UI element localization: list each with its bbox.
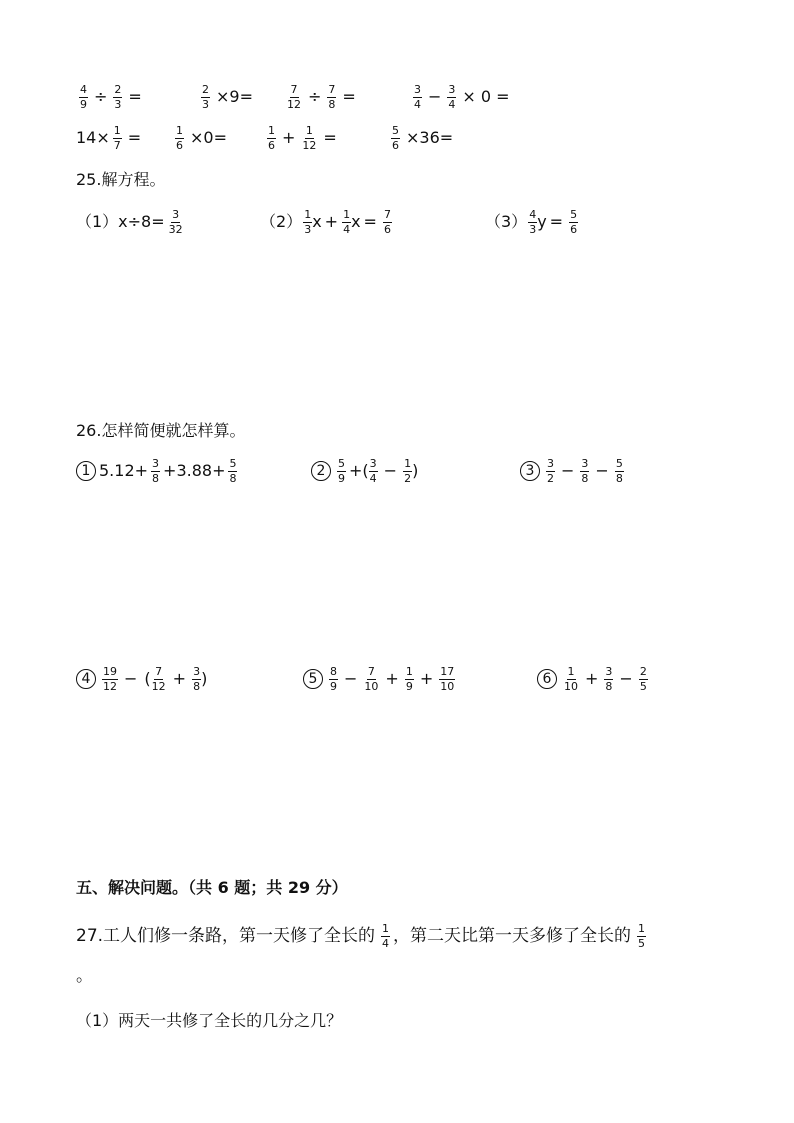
equals: =: [549, 212, 564, 231]
question-text: ，第二天比第一天多修了全长的: [393, 926, 632, 946]
fraction: [546, 458, 555, 485]
denominator: 12: [302, 138, 317, 152]
fraction: [168, 209, 184, 236]
circled-number-2: 2: [311, 461, 331, 481]
numerator: 5: [570, 207, 578, 221]
fraction: [301, 125, 317, 152]
operator: +: [419, 669, 434, 688]
denominator: 9: [80, 97, 87, 111]
denominator: 4: [382, 936, 390, 950]
denominator: 12: [103, 679, 117, 693]
numerator: 3: [414, 82, 421, 96]
denominator: 5: [639, 679, 647, 693]
numerator: 2: [114, 82, 122, 96]
operator: −: [344, 669, 358, 688]
denominator: 6: [392, 138, 399, 152]
numerator: 1: [343, 207, 351, 221]
fraction: [639, 666, 648, 693]
operator: ÷: [94, 87, 108, 106]
numerator: 1: [268, 123, 275, 137]
numerator: 1: [567, 664, 575, 678]
q26-item-6: [537, 664, 651, 694]
numerator: 3: [448, 82, 456, 96]
denominator: 8: [229, 471, 237, 485]
numerator: 7: [367, 664, 375, 678]
operator: +: [282, 128, 296, 147]
numerator: 1: [404, 456, 412, 470]
denominator: 3: [114, 97, 122, 111]
operator: −: [124, 669, 138, 688]
denominator: 8: [581, 471, 589, 485]
numerator: 1: [113, 123, 121, 137]
operator: −: [428, 87, 442, 106]
denominator: 10: [364, 679, 379, 693]
expression-part: ): [201, 669, 208, 688]
fraction: [383, 209, 392, 236]
calc-row-2-item-3: [264, 123, 340, 153]
circled-number-6: 6: [537, 669, 557, 689]
q26-item-3: [520, 456, 627, 486]
expression-tail: ×0=: [190, 128, 227, 147]
fraction: [151, 458, 160, 485]
fraction: [175, 125, 184, 152]
expression-head: 14×: [76, 128, 110, 147]
numerator: 7: [155, 664, 163, 678]
denominator: 8: [605, 679, 613, 693]
numerator: 1: [176, 123, 183, 137]
denominator: 10: [440, 679, 455, 693]
operator: +: [324, 212, 339, 231]
fraction: [329, 666, 338, 693]
numerator: 1: [638, 921, 646, 935]
numerator: 17: [440, 664, 455, 678]
fraction: [615, 458, 624, 485]
equals: =: [127, 128, 142, 147]
numerator: 5: [338, 456, 345, 470]
equals: =: [128, 87, 142, 106]
numerator: 2: [202, 82, 209, 96]
operator: −: [595, 461, 609, 480]
q25-part-2: [260, 207, 395, 237]
fraction: [201, 84, 210, 111]
numerator: 1: [405, 664, 413, 678]
denominator: 9: [405, 679, 413, 693]
calc-row-1-item-2: [198, 82, 256, 112]
q26-item-4: [76, 664, 207, 694]
equals: =: [342, 87, 356, 106]
numerator: 4: [80, 82, 87, 96]
question-26-title: 26.怎样简便就怎样算。: [76, 421, 246, 440]
question-27-period: 。: [76, 966, 93, 986]
variable: x: [351, 212, 361, 231]
denominator: 7: [113, 138, 121, 152]
equals: =: [323, 128, 337, 147]
part-label: （3）: [485, 212, 528, 231]
calc-row-1-item-3: [283, 82, 359, 112]
denominator: 8: [328, 97, 336, 111]
question-25-title: 25.解方程。: [76, 170, 166, 189]
operator: ÷: [308, 87, 322, 106]
calc-row-1-item-1: [76, 82, 145, 112]
operator: −: [383, 461, 398, 480]
fraction: [569, 209, 578, 236]
denominator: 8: [152, 471, 160, 485]
denominator: 4: [343, 222, 351, 236]
numerator: 3: [605, 664, 613, 678]
circled-number-3: 3: [520, 461, 540, 481]
fraction: [403, 458, 412, 485]
fraction: [286, 84, 302, 111]
section-5-heading: 五、解决问题。（共 6 题；共 29 分）: [76, 878, 348, 897]
equation-head: （1）x÷8=: [76, 212, 165, 231]
denominator: 2: [404, 471, 412, 485]
q25-part-3: [485, 207, 581, 237]
denominator: 2: [547, 471, 554, 485]
denominator: 6: [570, 222, 578, 236]
fraction: [327, 84, 336, 111]
q26-item-5: [303, 664, 458, 694]
numerator: 4: [529, 207, 537, 221]
fraction: [363, 666, 379, 693]
part-label: （2）: [260, 212, 303, 231]
expression-part: +3.88+: [163, 461, 226, 480]
fraction: [405, 666, 414, 693]
numerator: 3: [547, 456, 554, 470]
numerator: 1: [304, 207, 312, 221]
denominator: 3: [202, 97, 209, 111]
fraction: [381, 923, 390, 950]
expression-tail: × 0 =: [462, 87, 510, 106]
expression-part: ): [412, 461, 419, 480]
denominator: 3: [304, 222, 312, 236]
expression-tail: ×9=: [216, 87, 253, 106]
fraction: [113, 125, 122, 152]
denominator: 9: [330, 679, 337, 693]
denominator: 5: [638, 936, 646, 950]
numerator: 1: [382, 921, 390, 935]
numerator: 5: [229, 456, 237, 470]
expression-tail: ×36=: [406, 128, 454, 147]
circled-number-1: 1: [76, 461, 96, 481]
denominator: 6: [176, 138, 183, 152]
question-27-sub-1: （1）两天一共修了全长的几分之几？: [76, 1011, 343, 1030]
fraction: [580, 458, 589, 485]
expression-part: (: [144, 669, 151, 688]
q25-part-1: [76, 207, 187, 237]
numerator: 2: [639, 664, 647, 678]
fraction: [192, 666, 201, 693]
question-text: 27.工人们修一条路，第一天修了全长的: [76, 926, 376, 946]
numerator: 3: [581, 456, 589, 470]
operator: +: [172, 669, 187, 688]
denominator: 4: [448, 97, 456, 111]
denominator: 9: [338, 471, 345, 485]
fraction: [563, 666, 579, 693]
q26-item-2: [311, 456, 418, 486]
circled-number-4: 4: [76, 669, 96, 689]
denominator: 12: [151, 679, 166, 693]
variable: y: [537, 212, 547, 231]
variable: x: [312, 212, 322, 231]
numerator: 5: [392, 123, 399, 137]
fraction: [447, 84, 456, 111]
equals: =: [363, 212, 377, 231]
numerator: 5: [615, 456, 623, 470]
numerator: 8: [330, 664, 337, 678]
numerator: 3: [193, 664, 201, 678]
fraction: [151, 666, 167, 693]
denominator: 8: [615, 471, 623, 485]
operator: −: [619, 669, 633, 688]
denominator: 8: [193, 679, 201, 693]
question-27-text: [76, 921, 649, 951]
numerator: 3: [369, 456, 377, 470]
fraction: [391, 125, 400, 152]
numerator: 3: [172, 207, 180, 221]
fraction: [369, 458, 378, 485]
fraction: [113, 84, 122, 111]
denominator: 4: [414, 97, 421, 111]
denominator: 32: [168, 222, 183, 236]
denominator: 12: [287, 97, 301, 111]
denominator: 6: [268, 138, 275, 152]
numerator: 7: [383, 207, 391, 221]
numerator: 7: [290, 82, 298, 96]
expression-part: +(: [349, 461, 369, 480]
fraction: [439, 666, 455, 693]
denominator: 10: [564, 679, 578, 693]
fraction: [79, 84, 88, 111]
expression-part: 5.12+: [99, 461, 149, 480]
fraction: [303, 209, 312, 236]
fraction: [413, 84, 422, 111]
denominator: 6: [383, 222, 391, 236]
fraction: [337, 458, 346, 485]
q26-item-1: [76, 456, 240, 486]
fraction: [102, 666, 118, 693]
operator: +: [585, 669, 599, 688]
numerator: 7: [328, 82, 336, 96]
fraction: [637, 923, 646, 950]
calc-row-2-item-2: [172, 123, 230, 153]
calc-row-2-item-1: [76, 123, 144, 153]
denominator: 4: [369, 471, 377, 485]
fraction: [342, 209, 351, 236]
fraction: [267, 125, 276, 152]
fraction: [528, 209, 537, 236]
fraction: [604, 666, 613, 693]
denominator: 3: [529, 222, 537, 236]
calc-row-2-item-4: [388, 123, 456, 153]
operator: −: [561, 461, 575, 480]
numerator: 1: [305, 123, 313, 137]
numerator: 19: [103, 664, 117, 678]
operator: +: [385, 669, 399, 688]
calc-row-1-item-4: [410, 82, 513, 112]
fraction: [228, 458, 237, 485]
numerator: 3: [152, 456, 160, 470]
circled-number-5: 5: [303, 669, 323, 689]
